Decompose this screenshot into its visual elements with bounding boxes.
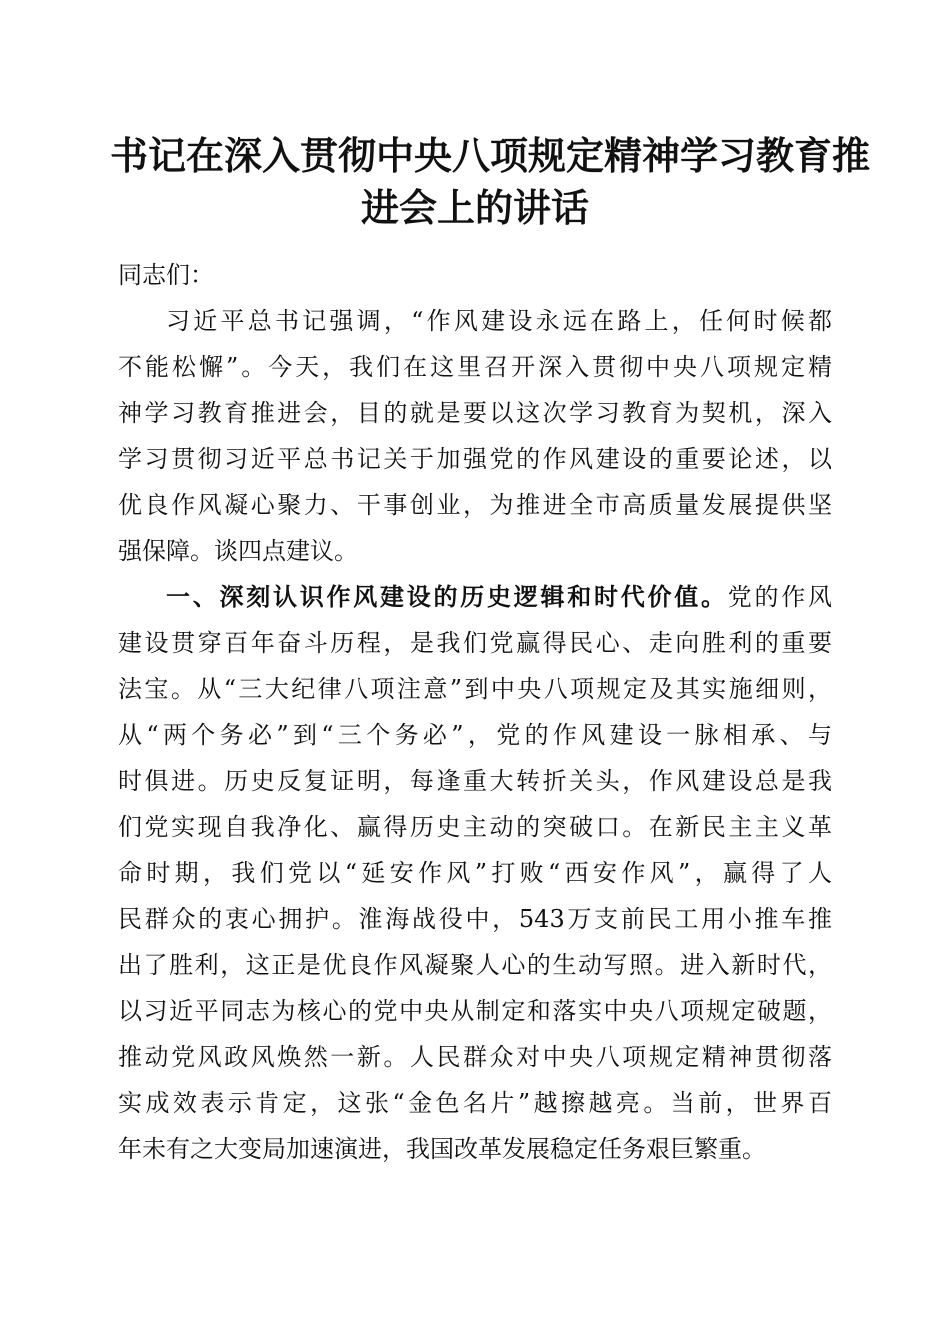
document-body bbox=[118, 252, 832, 1172]
section-first-line bbox=[118, 574, 832, 620]
paragraph-section-one bbox=[118, 574, 832, 1172]
section-first-line-rest: 党的作风 bbox=[727, 583, 832, 611]
document-title bbox=[110, 130, 871, 234]
paragraph-line: 时俱进。历史反复证明，每逢重大转折关头，作风建设总是我 bbox=[118, 767, 832, 795]
paragraph-line: 实成效表示肯定，这张“金色名片”越擦越亮。当前，世界百 bbox=[118, 1089, 832, 1117]
paragraph-line: 习近平总书记强调，“作风建设永远在路上，任何时候都 bbox=[166, 307, 832, 335]
title-line-1: 书记在深入贯彻中央八项规定精神学习教育推 bbox=[110, 134, 871, 178]
paragraph-line: 神学习教育推进会，目的就是要以这次学习教育为契机，深入 bbox=[118, 399, 832, 427]
paragraph-line: 出了胜利，这正是优良作风凝聚人心的生动写照。进入新时代， bbox=[118, 951, 832, 979]
paragraph-line: 学习贯彻习近平总书记关于加强党的作风建设的重要论述，以 bbox=[118, 445, 832, 473]
paragraph-line: 命时期，我们党以“延安作风”打败“西安作风”，赢得了人 bbox=[118, 859, 832, 887]
paragraph-line: 以习近平同志为核心的党中央从制定和落实中央八项规定破题， bbox=[118, 997, 832, 1025]
paragraph-line: 们党实现自我净化、赢得历史主动的突破口。在新民主主义革 bbox=[118, 813, 832, 841]
paragraph-line: 从“两个务必”到“三个务必”，党的作风建设一脉相承、与 bbox=[118, 721, 832, 749]
paragraph-line: 年未有之大变局加速演进，我国改革发展稳定任务艰巨繁重。 bbox=[118, 1135, 766, 1163]
paragraph-line: 民群众的衷心拥护。淮海战役中，543万支前民工用小推车推 bbox=[118, 905, 832, 933]
paragraph-line: 优良作风凝心聚力、干事创业，为推进全市高质量发展提供坚 bbox=[118, 491, 832, 519]
paragraph-line: 推动党风政风焕然一新。人民群众对中央八项规定精神贯彻落 bbox=[118, 1043, 832, 1071]
paragraph-line: 法宝。从“三大纪律八项注意”到中央八项规定及其实施细则， bbox=[118, 675, 832, 703]
paragraph-line: 建设贯穿百年奋斗历程，是我们党赢得民心、走向胜利的重要 bbox=[118, 629, 832, 657]
paragraph-line: 强保障。谈四点建议。 bbox=[118, 537, 358, 565]
section-heading: 一、深刻认识作风建设的历史逻辑和时代价值。 bbox=[166, 583, 728, 611]
paragraph-line: 不能松懈”。今天，我们在这里召开深入贯彻中央八项规定精 bbox=[118, 353, 832, 381]
paragraph-opening bbox=[118, 298, 832, 574]
title-line-2: 进会上的讲话 bbox=[360, 186, 589, 230]
salutation: 同志们： bbox=[118, 261, 214, 289]
